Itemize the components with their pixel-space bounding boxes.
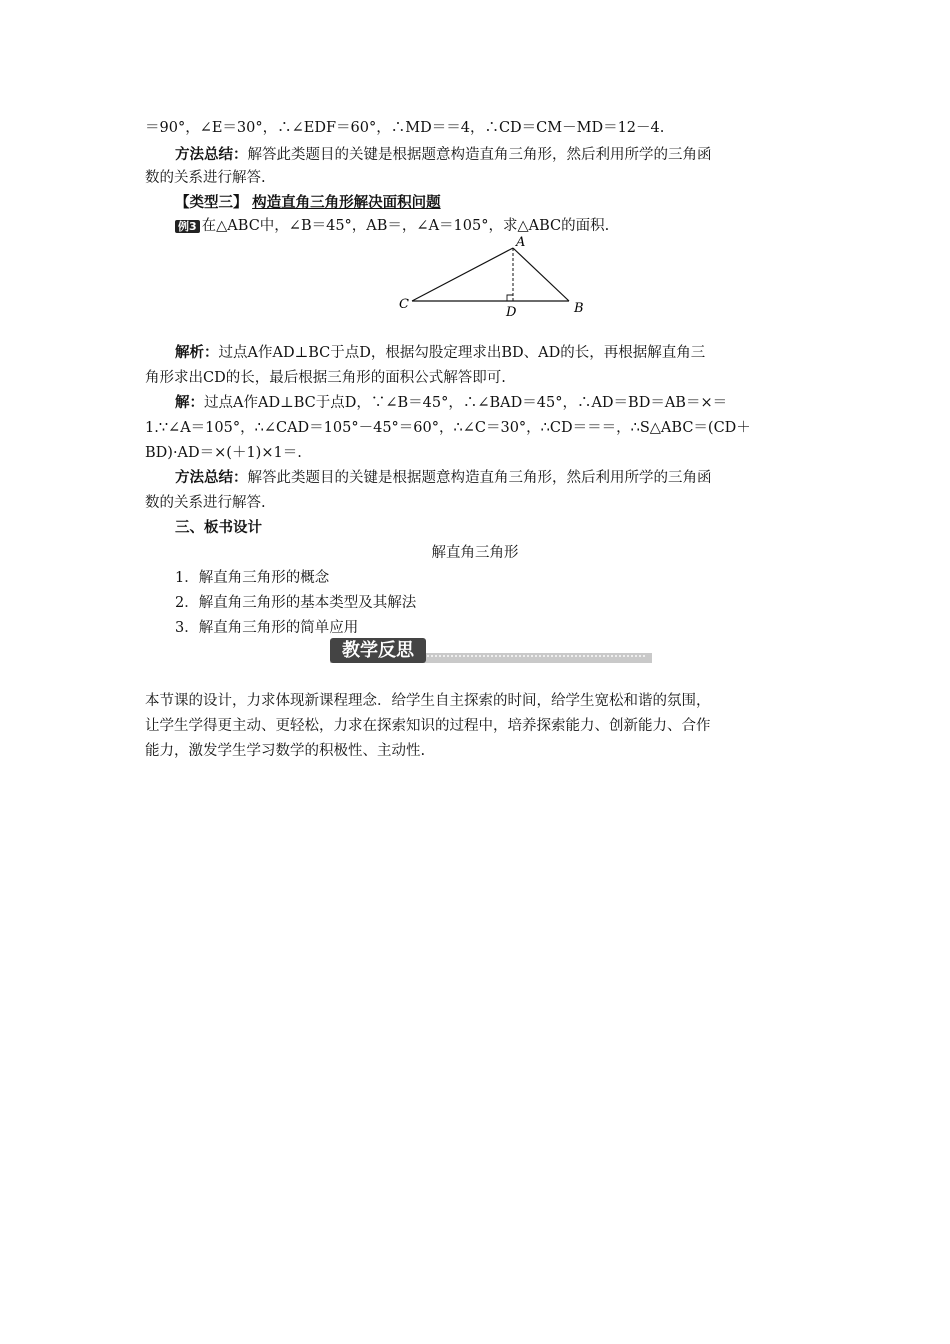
method-summary-text: 解答此类题目的关键是根据题意构造直角三角形，然后利用所学的三角函 <box>247 147 712 163</box>
reflection-text: 能力，激发学生学习数学的积极性、主动性. <box>145 743 426 759</box>
type3-bracket: 【类型三】 <box>175 195 248 211</box>
text-line: 数的关系进行解答. <box>145 495 266 511</box>
side-CA <box>412 248 513 301</box>
board-heading: 三、板书设计 <box>175 520 262 536</box>
solution-label: 解： <box>175 395 204 411</box>
text-line: 角形求出CD的长，最后根据三角形的面积公式解答即可. <box>145 370 506 386</box>
method-summary-label: 方法总结： <box>175 470 248 486</box>
label-A: A <box>516 235 526 250</box>
example-badge: 例3 <box>175 220 200 233</box>
triangle-figure <box>390 232 600 322</box>
reflection-banner-label: 教学反思 <box>330 638 426 663</box>
analysis-label: 解析： <box>175 345 219 361</box>
analysis-text: 过点A作AD⊥BC于点D，根据勾股定理求出BD、AD的长，再根据解直角三 <box>218 345 706 361</box>
solution-text: 过点A作AD⊥BC于点D，∵∠B＝45°，∴∠BAD＝45°，∴AD＝BD＝AB＝×＝ <box>204 395 728 411</box>
reflection-text: 让学生学得更主动、更轻松，力求在探索知识的过程中，培养探索能力、创新能力、合作 <box>145 718 711 734</box>
banner-dots <box>420 655 645 661</box>
label-B: B <box>574 301 584 316</box>
type3-heading <box>175 193 840 213</box>
label-D: D <box>506 305 517 320</box>
board-item: 3．解直角三角形的简单应用 <box>175 620 359 636</box>
board-title: 解直角三角形 <box>431 545 519 561</box>
method-summary-text: 解答此类题目的关键是根据题意构造直角三角形，然后利用所学的三角函 <box>247 470 712 486</box>
board-item: 1．解直角三角形的概念 <box>175 570 330 586</box>
reflection-text: 本节课的设计，力求体现新课程理念．给学生自主探索的时间，给学生宽松和谐的氛围， <box>145 693 711 709</box>
analysis <box>175 343 840 363</box>
type3-title: 构造直角三角形解决面积问题 <box>252 195 441 211</box>
method-summary <box>175 468 840 488</box>
text-line: BD)·AD＝×(＋1)×1＝. <box>145 445 302 461</box>
example-text: 在△ABC中，∠B＝45°，AB＝，∠A＝105°，求△ABC的面积. <box>201 218 610 234</box>
solution <box>175 393 840 413</box>
side-AB <box>513 248 569 301</box>
board-item: 2．解直角三角形的基本类型及其解法 <box>175 595 417 611</box>
reflection-banner <box>330 638 652 664</box>
right-angle-mark <box>507 295 513 301</box>
text-line: ＝90°，∠E＝30°，∴∠EDF＝60°，∴MD＝＝4，∴CD＝CM－MD＝12－4. <box>145 120 665 136</box>
label-C: C <box>399 297 409 312</box>
text-line: 数的关系进行解答. <box>145 170 266 186</box>
method-summary-label: 方法总结： <box>175 147 248 163</box>
method-summary <box>175 145 840 165</box>
text-line: 1.∵∠A＝105°，∴∠CAD＝105°－45°＝60°，∴∠C＝30°，∴CD＝＝＝，∴S△ABC＝(CD＋ <box>145 420 751 436</box>
